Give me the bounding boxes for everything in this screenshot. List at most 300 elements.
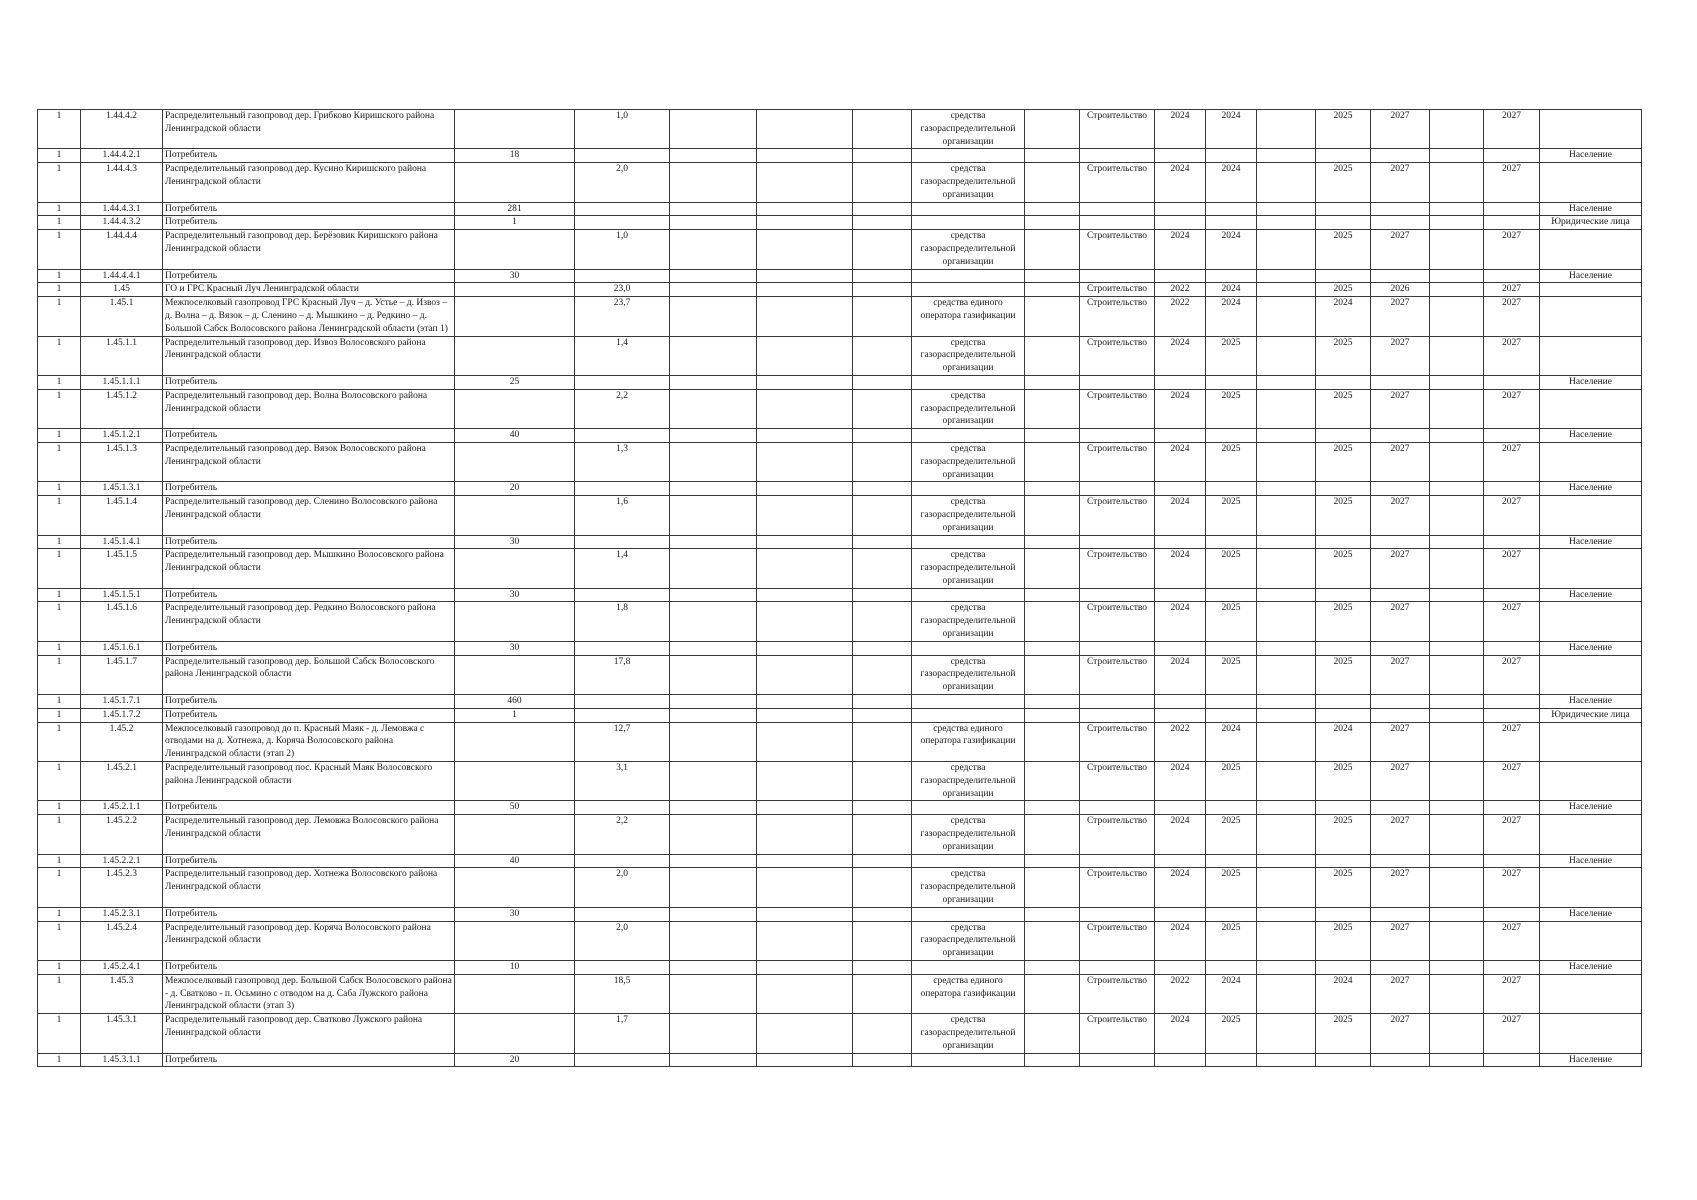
cell-year-b: 2027 — [1371, 868, 1430, 907]
cell-col-14 — [1257, 336, 1316, 375]
cell-col-6 — [670, 588, 757, 602]
cell-start-year — [1155, 854, 1206, 868]
cell-year-b — [1371, 708, 1430, 722]
cell-col-8 — [853, 801, 912, 815]
cell-length: 1,0 — [575, 230, 670, 269]
cell-start-year — [1155, 695, 1206, 709]
cell-level: 1 — [38, 588, 81, 602]
cell-col-6 — [670, 907, 757, 921]
cell-col-10 — [1025, 442, 1080, 481]
cell-consumers: 25 — [455, 375, 575, 389]
cell-consumer-type: Население — [1540, 482, 1642, 496]
cell-col-8 — [853, 921, 912, 960]
cell-col-14 — [1257, 535, 1316, 549]
table-row — [38, 588, 1642, 602]
cell-col-17 — [1430, 549, 1484, 588]
cell-name: Потребитель — [163, 429, 455, 443]
cell-col-10 — [1025, 801, 1080, 815]
cell-length — [575, 216, 670, 230]
cell-code: 1.45.1 — [81, 297, 163, 336]
cell-end-year: 2025 — [1206, 496, 1257, 535]
cell-year-c — [1484, 801, 1540, 815]
cell-work-type — [1080, 854, 1155, 868]
cell-funding-source: средства газораспределительной организации — [912, 815, 1025, 854]
cell-year-c: 2027 — [1484, 722, 1540, 761]
cell-col-7 — [757, 549, 853, 588]
cell-level: 1 — [38, 695, 81, 709]
cell-year-b: 2026 — [1371, 283, 1430, 297]
cell-start-year — [1155, 588, 1206, 602]
cell-work-type: Строительство — [1080, 442, 1155, 481]
cell-consumers: 460 — [455, 695, 575, 709]
cell-code: 1.45.1.4 — [81, 496, 163, 535]
cell-col-8 — [853, 602, 912, 641]
cell-consumer-type — [1540, 549, 1642, 588]
table-row — [38, 907, 1642, 921]
gasification-table — [37, 109, 1642, 1067]
cell-consumers: 1 — [455, 708, 575, 722]
cell-end-year — [1206, 202, 1257, 216]
cell-level: 1 — [38, 482, 81, 496]
cell-col-10 — [1025, 549, 1080, 588]
cell-col-14 — [1257, 907, 1316, 921]
cell-end-year — [1206, 854, 1257, 868]
cell-level: 1 — [38, 549, 81, 588]
cell-col-7 — [757, 815, 853, 854]
cell-code: 1.45.1.7.1 — [81, 695, 163, 709]
cell-work-type — [1080, 1053, 1155, 1067]
cell-col-17 — [1430, 163, 1484, 202]
cell-work-type: Строительство — [1080, 815, 1155, 854]
cell-name: Потребитель — [163, 375, 455, 389]
cell-col-14 — [1257, 549, 1316, 588]
cell-year-c: 2027 — [1484, 496, 1540, 535]
cell-consumers — [455, 496, 575, 535]
cell-col-10 — [1025, 429, 1080, 443]
cell-year-b — [1371, 854, 1430, 868]
cell-col-8 — [853, 336, 912, 375]
cell-year-b: 2027 — [1371, 722, 1430, 761]
table-row — [38, 482, 1642, 496]
cell-work-type: Строительство — [1080, 336, 1155, 375]
cell-level: 1 — [38, 1014, 81, 1053]
cell-consumers: 40 — [455, 429, 575, 443]
cell-funding-source: средства газораспределительной организации — [912, 496, 1025, 535]
cell-funding-source — [912, 1053, 1025, 1067]
cell-level: 1 — [38, 708, 81, 722]
cell-work-type: Строительство — [1080, 762, 1155, 801]
cell-year-b: 2027 — [1371, 1014, 1430, 1053]
cell-col-8 — [853, 695, 912, 709]
cell-col-10 — [1025, 269, 1080, 283]
cell-work-type: Строительство — [1080, 655, 1155, 694]
cell-end-year: 2024 — [1206, 163, 1257, 202]
cell-year-a: 2024 — [1316, 297, 1371, 336]
cell-end-year — [1206, 708, 1257, 722]
cell-year-c — [1484, 708, 1540, 722]
cell-start-year: 2024 — [1155, 336, 1206, 375]
cell-level: 1 — [38, 762, 81, 801]
cell-consumer-type: Население — [1540, 149, 1642, 163]
cell-length: 2,0 — [575, 921, 670, 960]
cell-col-8 — [853, 389, 912, 428]
cell-name: Потребитель — [163, 535, 455, 549]
cell-col-6 — [670, 815, 757, 854]
cell-length — [575, 695, 670, 709]
cell-code: 1.44.4.3.2 — [81, 216, 163, 230]
cell-length: 2,0 — [575, 868, 670, 907]
cell-funding-source — [912, 801, 1025, 815]
cell-col-10 — [1025, 921, 1080, 960]
cell-length: 1,4 — [575, 336, 670, 375]
cell-name: Потребитель — [163, 1053, 455, 1067]
cell-col-14 — [1257, 641, 1316, 655]
cell-col-7 — [757, 297, 853, 336]
cell-year-c: 2027 — [1484, 230, 1540, 269]
cell-code: 1.45.2.1 — [81, 762, 163, 801]
cell-col-6 — [670, 496, 757, 535]
cell-code: 1.44.4.3.1 — [81, 202, 163, 216]
cell-name: Потребитель — [163, 588, 455, 602]
cell-col-17 — [1430, 1053, 1484, 1067]
cell-year-c — [1484, 375, 1540, 389]
cell-col-14 — [1257, 230, 1316, 269]
cell-code: 1.45.2.4 — [81, 921, 163, 960]
cell-consumers: 30 — [455, 588, 575, 602]
cell-col-17 — [1430, 496, 1484, 535]
cell-col-17 — [1430, 375, 1484, 389]
cell-work-type: Строительство — [1080, 602, 1155, 641]
cell-consumers — [455, 163, 575, 202]
cell-consumers: 40 — [455, 854, 575, 868]
cell-col-10 — [1025, 375, 1080, 389]
cell-length — [575, 961, 670, 975]
cell-length: 23,0 — [575, 283, 670, 297]
cell-consumer-type: Юридические лица — [1540, 708, 1642, 722]
cell-level: 1 — [38, 496, 81, 535]
cell-length: 1,0 — [575, 110, 670, 149]
cell-funding-source: средства газораспределительной организации — [912, 389, 1025, 428]
cell-funding-source: средства единого оператора газификации — [912, 974, 1025, 1013]
cell-consumer-type: Население — [1540, 429, 1642, 443]
cell-funding-source — [912, 429, 1025, 443]
cell-col-8 — [853, 442, 912, 481]
cell-col-7 — [757, 535, 853, 549]
cell-funding-source: средства единого оператора газификации — [912, 297, 1025, 336]
cell-col-10 — [1025, 722, 1080, 761]
cell-year-b: 2027 — [1371, 602, 1430, 641]
cell-col-6 — [670, 1053, 757, 1067]
cell-col-6 — [670, 854, 757, 868]
cell-code: 1.45.3 — [81, 974, 163, 1013]
cell-year-c: 2027 — [1484, 336, 1540, 375]
cell-col-14 — [1257, 762, 1316, 801]
cell-year-c: 2027 — [1484, 921, 1540, 960]
cell-name: Межпоселковый газопровод дер. Большой Сабск Волосовского района - д. Сватково - п. Осьмино с отводом на д. Саба Лужского района Ленинградской области (этап 3) — [163, 974, 455, 1013]
cell-year-a — [1316, 907, 1371, 921]
cell-start-year — [1155, 429, 1206, 443]
cell-col-14 — [1257, 974, 1316, 1013]
cell-year-c — [1484, 907, 1540, 921]
cell-code: 1.44.4.2.1 — [81, 149, 163, 163]
cell-end-year — [1206, 482, 1257, 496]
cell-col-8 — [853, 762, 912, 801]
cell-year-c: 2027 — [1484, 762, 1540, 801]
cell-year-b — [1371, 269, 1430, 283]
cell-col-8 — [853, 375, 912, 389]
cell-work-type — [1080, 535, 1155, 549]
cell-col-6 — [670, 762, 757, 801]
cell-name: Распределительный газопровод дер. Лемовжа Волосовского района Ленинградской области — [163, 815, 455, 854]
cell-col-14 — [1257, 375, 1316, 389]
cell-year-c: 2027 — [1484, 283, 1540, 297]
cell-col-6 — [670, 375, 757, 389]
cell-year-b: 2027 — [1371, 230, 1430, 269]
cell-end-year: 2024 — [1206, 283, 1257, 297]
cell-consumer-type — [1540, 1014, 1642, 1053]
cell-name: Распределительный газопровод дер. Хотнежа Волосовского района Ленинградской области — [163, 868, 455, 907]
cell-consumer-type — [1540, 297, 1642, 336]
cell-col-6 — [670, 868, 757, 907]
cell-level: 1 — [38, 868, 81, 907]
cell-consumer-type: Население — [1540, 854, 1642, 868]
cell-col-17 — [1430, 641, 1484, 655]
cell-length — [575, 269, 670, 283]
cell-col-8 — [853, 641, 912, 655]
cell-code: 1.45.1.1 — [81, 336, 163, 375]
cell-col-14 — [1257, 708, 1316, 722]
cell-work-type — [1080, 588, 1155, 602]
cell-end-year — [1206, 801, 1257, 815]
cell-col-17 — [1430, 801, 1484, 815]
cell-col-7 — [757, 375, 853, 389]
cell-length — [575, 202, 670, 216]
cell-col-10 — [1025, 230, 1080, 269]
table-row — [38, 722, 1642, 761]
cell-col-10 — [1025, 854, 1080, 868]
cell-col-6 — [670, 655, 757, 694]
cell-consumer-type: Население — [1540, 1053, 1642, 1067]
cell-end-year: 2025 — [1206, 868, 1257, 907]
cell-col-6 — [670, 974, 757, 1013]
cell-work-type — [1080, 202, 1155, 216]
cell-year-b: 2027 — [1371, 815, 1430, 854]
cell-code: 1.45.2 — [81, 722, 163, 761]
cell-col-10 — [1025, 283, 1080, 297]
cell-year-a — [1316, 535, 1371, 549]
cell-col-10 — [1025, 907, 1080, 921]
cell-consumer-type: Население — [1540, 535, 1642, 549]
cell-col-10 — [1025, 655, 1080, 694]
cell-col-7 — [757, 389, 853, 428]
cell-col-14 — [1257, 429, 1316, 443]
cell-consumer-type — [1540, 230, 1642, 269]
cell-length: 1,8 — [575, 602, 670, 641]
cell-year-b: 2027 — [1371, 297, 1430, 336]
cell-col-10 — [1025, 216, 1080, 230]
cell-col-10 — [1025, 695, 1080, 709]
cell-col-6 — [670, 336, 757, 375]
cell-name: Потребитель — [163, 854, 455, 868]
cell-funding-source — [912, 216, 1025, 230]
cell-level: 1 — [38, 1053, 81, 1067]
cell-col-6 — [670, 801, 757, 815]
cell-year-b: 2027 — [1371, 442, 1430, 481]
cell-year-a: 2025 — [1316, 336, 1371, 375]
cell-col-8 — [853, 482, 912, 496]
cell-year-b: 2027 — [1371, 336, 1430, 375]
cell-end-year: 2024 — [1206, 974, 1257, 1013]
cell-col-17 — [1430, 762, 1484, 801]
cell-level: 1 — [38, 283, 81, 297]
cell-year-a — [1316, 216, 1371, 230]
cell-col-8 — [853, 708, 912, 722]
cell-consumers — [455, 389, 575, 428]
cell-work-type: Строительство — [1080, 110, 1155, 149]
cell-code: 1.45.1.3.1 — [81, 482, 163, 496]
cell-col-7 — [757, 708, 853, 722]
cell-col-17 — [1430, 216, 1484, 230]
cell-length — [575, 854, 670, 868]
cell-col-8 — [853, 269, 912, 283]
cell-work-type: Строительство — [1080, 722, 1155, 761]
cell-col-17 — [1430, 708, 1484, 722]
cell-col-14 — [1257, 695, 1316, 709]
cell-name: Потребитель — [163, 961, 455, 975]
cell-year-a — [1316, 1053, 1371, 1067]
cell-start-year: 2024 — [1155, 230, 1206, 269]
cell-col-17 — [1430, 297, 1484, 336]
cell-end-year — [1206, 149, 1257, 163]
cell-col-6 — [670, 149, 757, 163]
cell-code: 1.45.1.7.2 — [81, 708, 163, 722]
cell-end-year: 2024 — [1206, 722, 1257, 761]
cell-col-6 — [670, 482, 757, 496]
cell-work-type: Строительство — [1080, 283, 1155, 297]
cell-year-b — [1371, 961, 1430, 975]
cell-col-7 — [757, 482, 853, 496]
cell-start-year — [1155, 202, 1206, 216]
cell-level: 1 — [38, 655, 81, 694]
cell-col-8 — [853, 297, 912, 336]
cell-consumer-type: Население — [1540, 961, 1642, 975]
cell-year-b: 2027 — [1371, 110, 1430, 149]
cell-year-a — [1316, 149, 1371, 163]
cell-col-6 — [670, 1014, 757, 1053]
cell-year-b — [1371, 216, 1430, 230]
cell-year-a: 2025 — [1316, 110, 1371, 149]
cell-year-c: 2027 — [1484, 868, 1540, 907]
table-row — [38, 375, 1642, 389]
cell-funding-source: средства газораспределительной организации — [912, 163, 1025, 202]
cell-end-year — [1206, 961, 1257, 975]
cell-col-6 — [670, 961, 757, 975]
cell-funding-source — [912, 535, 1025, 549]
table-row — [38, 708, 1642, 722]
cell-funding-source: средства газораспределительной организации — [912, 549, 1025, 588]
cell-year-a — [1316, 641, 1371, 655]
cell-work-type — [1080, 482, 1155, 496]
cell-col-17 — [1430, 695, 1484, 709]
cell-name: Распределительный газопровод дер. Волна Волосовского района Ленинградской области — [163, 389, 455, 428]
cell-start-year: 2022 — [1155, 297, 1206, 336]
cell-level: 1 — [38, 336, 81, 375]
cell-col-14 — [1257, 163, 1316, 202]
cell-col-7 — [757, 110, 853, 149]
cell-start-year — [1155, 641, 1206, 655]
cell-code: 1.45.1.2 — [81, 389, 163, 428]
cell-col-8 — [853, 535, 912, 549]
cell-year-a: 2025 — [1316, 602, 1371, 641]
cell-year-b — [1371, 375, 1430, 389]
cell-end-year: 2025 — [1206, 655, 1257, 694]
cell-col-7 — [757, 588, 853, 602]
cell-work-type — [1080, 907, 1155, 921]
cell-col-7 — [757, 854, 853, 868]
cell-col-14 — [1257, 854, 1316, 868]
cell-consumer-type — [1540, 283, 1642, 297]
cell-year-b — [1371, 801, 1430, 815]
cell-col-8 — [853, 588, 912, 602]
cell-level: 1 — [38, 974, 81, 1013]
table-row — [38, 695, 1642, 709]
cell-length: 1,4 — [575, 549, 670, 588]
cell-consumer-type — [1540, 815, 1642, 854]
cell-level: 1 — [38, 535, 81, 549]
cell-col-10 — [1025, 868, 1080, 907]
cell-consumer-type — [1540, 496, 1642, 535]
cell-col-10 — [1025, 1014, 1080, 1053]
cell-col-17 — [1430, 868, 1484, 907]
cell-consumers: 1 — [455, 216, 575, 230]
cell-start-year — [1155, 708, 1206, 722]
cell-col-10 — [1025, 708, 1080, 722]
cell-col-14 — [1257, 921, 1316, 960]
cell-name: Распределительный газопровод дер. Большой Сабск Волосовского района Ленинградской области — [163, 655, 455, 694]
cell-col-10 — [1025, 163, 1080, 202]
cell-consumers: 20 — [455, 482, 575, 496]
cell-col-10 — [1025, 297, 1080, 336]
cell-col-17 — [1430, 602, 1484, 641]
cell-col-17 — [1430, 202, 1484, 216]
cell-year-c — [1484, 1053, 1540, 1067]
cell-code: 1.45.2.1.1 — [81, 801, 163, 815]
cell-length — [575, 375, 670, 389]
cell-length: 2,0 — [575, 163, 670, 202]
cell-consumers — [455, 868, 575, 907]
cell-col-8 — [853, 868, 912, 907]
cell-name: Распределительный газопровод дер. Извоз Волосовского района Ленинградской области — [163, 336, 455, 375]
cell-funding-source — [912, 907, 1025, 921]
cell-name: Потребитель — [163, 695, 455, 709]
cell-col-17 — [1430, 974, 1484, 1013]
cell-work-type: Строительство — [1080, 921, 1155, 960]
cell-start-year — [1155, 269, 1206, 283]
table-row — [38, 961, 1642, 975]
cell-year-a — [1316, 269, 1371, 283]
cell-level: 1 — [38, 389, 81, 428]
cell-length: 1,3 — [575, 442, 670, 481]
table-row — [38, 921, 1642, 960]
cell-name: ГО и ГРС Красный Луч Ленинградской области — [163, 283, 455, 297]
cell-col-8 — [853, 549, 912, 588]
cell-level: 1 — [38, 815, 81, 854]
cell-code: 1.45.1.5 — [81, 549, 163, 588]
cell-year-a — [1316, 429, 1371, 443]
cell-col-14 — [1257, 496, 1316, 535]
cell-start-year: 2024 — [1155, 110, 1206, 149]
cell-code: 1.45 — [81, 283, 163, 297]
